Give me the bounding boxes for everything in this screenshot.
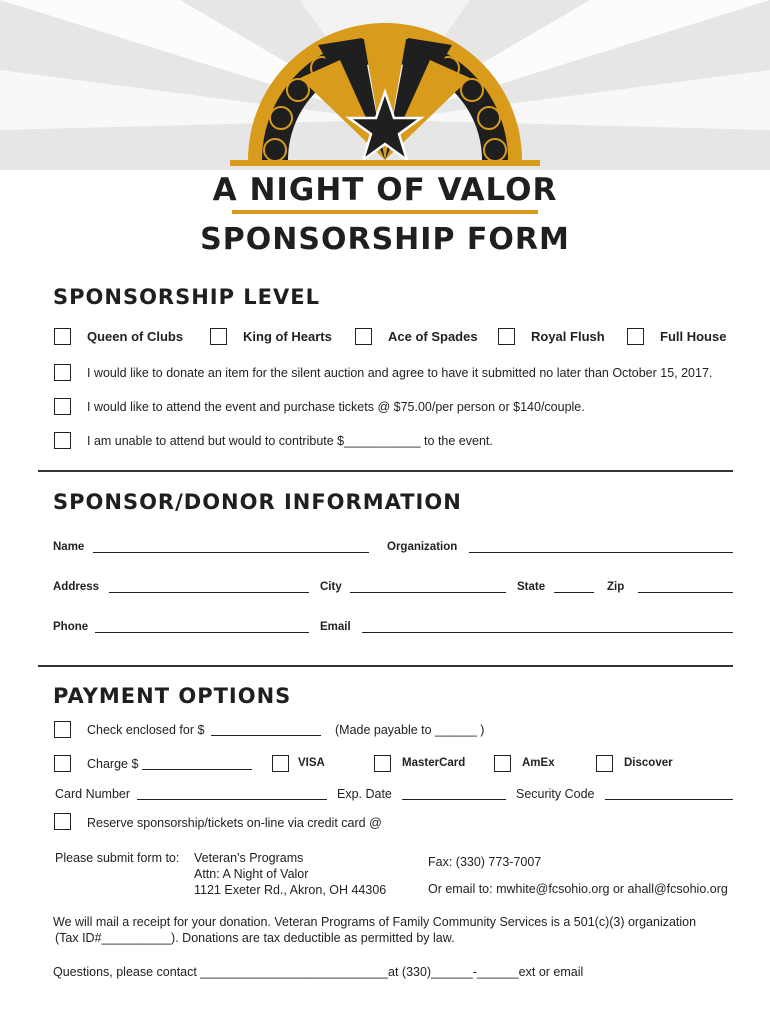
contribute-label: I am unable to attend but would to contribute $___________ to the event. xyxy=(87,434,493,448)
level-label-full-house: Full House xyxy=(660,329,727,344)
section-divider xyxy=(38,665,733,667)
level-label-ace-of-spades: Ace of Spades xyxy=(388,329,478,344)
card-number-label: Card Number xyxy=(55,787,131,801)
donor-info-heading: SPONSOR/DONOR INFORMATION xyxy=(53,490,462,514)
section-divider xyxy=(38,470,733,472)
checkbox-royal-flush[interactable] xyxy=(498,328,515,345)
payment-options-heading: PAYMENT OPTIONS xyxy=(53,684,292,708)
security-code-label: Security Code xyxy=(516,787,595,801)
phone-label: Phone xyxy=(53,621,89,633)
reserve-online-label: Reserve sponsorship/tickets on-line via credit card @ xyxy=(87,816,382,830)
exp-date-field[interactable] xyxy=(402,799,506,800)
submit-address-line: Attn: A Night of Valor xyxy=(194,867,309,881)
checkbox-reserve-online[interactable] xyxy=(54,813,71,830)
discover-label: Discover xyxy=(624,757,673,769)
submit-address-line: 1121 Exeter Rd., Akron, OH 44306 xyxy=(194,883,387,897)
security-code-field[interactable] xyxy=(605,799,733,800)
phone-field[interactable] xyxy=(95,632,309,633)
visa-label: VISA xyxy=(298,757,325,769)
zip-label: Zip xyxy=(607,581,625,593)
level-label-royal-flush: Royal Flush xyxy=(531,329,605,344)
email-field[interactable] xyxy=(362,632,733,633)
address-field[interactable] xyxy=(109,592,309,593)
checkbox-charge[interactable] xyxy=(54,755,71,772)
payable-to-label: (Made payable to ______ ) xyxy=(335,723,485,737)
submit-label: Please submit form to: xyxy=(55,851,180,865)
state-label: State xyxy=(517,581,546,593)
checkbox-donate-item[interactable] xyxy=(54,364,71,381)
city-label: City xyxy=(320,581,342,593)
charge-amount-field[interactable] xyxy=(142,769,252,770)
card-number-field[interactable] xyxy=(137,799,327,800)
exp-date-label: Exp. Date xyxy=(337,787,392,801)
submit-email: Or email to: mwhite@fcsohio.org or ahall@fcsohio.org xyxy=(428,882,728,896)
checkbox-king-of-hearts[interactable] xyxy=(210,328,227,345)
checkbox-amex[interactable] xyxy=(494,755,511,772)
level-label-king-of-hearts: King of Hearts xyxy=(243,329,332,344)
email-label: Email xyxy=(320,621,351,633)
amex-label: AmEx xyxy=(522,757,555,769)
check-amount-field[interactable] xyxy=(211,735,321,736)
level-label-queen-of-clubs: Queen of Clubs xyxy=(87,329,184,344)
receipt-note-line2: (Tax ID#__________). Donations are tax deductible as permitted by law. xyxy=(55,931,455,945)
checkbox-visa[interactable] xyxy=(272,755,289,772)
sponsorship-level-heading: SPONSORSHIP LEVEL xyxy=(53,285,321,309)
receipt-note-line1: We will mail a receipt for your donation. Veteran Programs of Family Community Services is a 501(c)(3) organization xyxy=(53,915,697,929)
checkbox-mastercard[interactable] xyxy=(374,755,391,772)
zip-field[interactable] xyxy=(638,592,733,593)
checkbox-ace-of-spades[interactable] xyxy=(355,328,372,345)
check-enclosed-label: Check enclosed for $ xyxy=(87,723,205,737)
checkbox-full-house[interactable] xyxy=(627,328,644,345)
fax-number: Fax: (330) 773-7007 xyxy=(428,855,542,869)
name-field[interactable] xyxy=(93,552,369,553)
charge-label: Charge $ xyxy=(87,757,139,771)
checkbox-queen-of-clubs[interactable] xyxy=(54,328,71,345)
organization-field[interactable] xyxy=(469,552,733,553)
submit-address-line: Veteran's Programs xyxy=(194,851,304,865)
checkbox-discover[interactable] xyxy=(596,755,613,772)
questions-contact: Questions, please contact ___________________________at (330)______-______ext or email xyxy=(53,965,584,979)
form-title: SPONSORSHIP FORM xyxy=(200,222,570,257)
checkbox-check-enclosed[interactable] xyxy=(54,721,71,738)
event-title: A NIGHT OF VALOR xyxy=(212,172,558,208)
address-label: Address xyxy=(53,581,100,593)
checkbox-contribute[interactable] xyxy=(54,432,71,449)
mastercard-label: MasterCard xyxy=(402,757,466,769)
title-underline xyxy=(232,210,538,214)
attend-event-label: I would like to attend the event and purchase tickets @ $75.00/per person or $140/couple. xyxy=(87,400,585,414)
state-field[interactable] xyxy=(554,592,594,593)
organization-label: Organization xyxy=(387,541,458,553)
city-field[interactable] xyxy=(350,592,506,593)
donate-item-label: I would like to donate an item for the silent auction and agree to have it submitted no later than October 15, 2017. xyxy=(87,366,713,380)
checkbox-attend-event[interactable] xyxy=(54,398,71,415)
name-label: Name xyxy=(53,541,85,553)
